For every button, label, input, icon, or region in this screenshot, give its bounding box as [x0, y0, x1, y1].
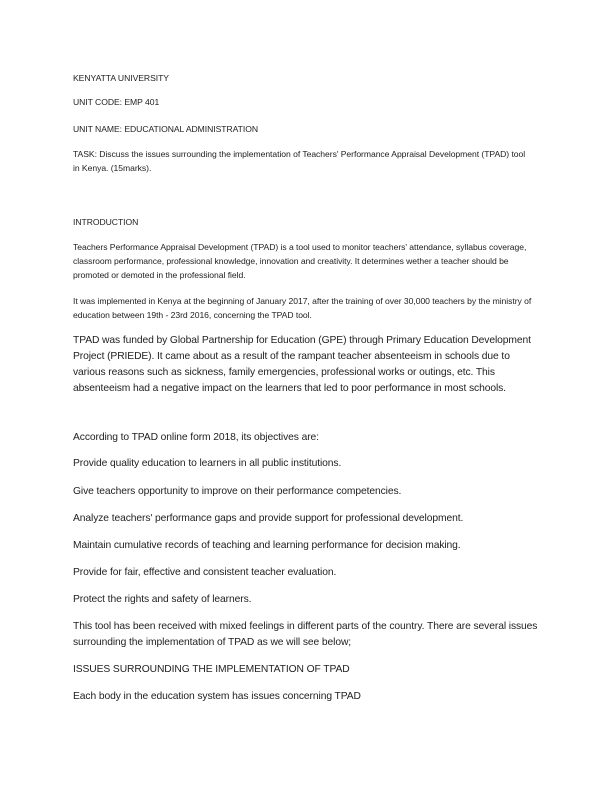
intro-paragraph-2: It was implemented in Kenya at the beginning of January 2017, after the training of over 30,000 teachers by the ministry of education between 19th - 23rd 2016, concerning the TPAD tool. [73, 296, 532, 320]
unit-code: UNIT CODE: EMP 401 [73, 97, 160, 107]
objective-item: Give teachers opportunity to improve on their performance competencies. [73, 486, 402, 497]
issues-heading: ISSUES SURROUNDING THE IMPLEMENTATION OF TPAD [73, 664, 350, 675]
intro-paragraph-3: TPAD was funded by Global Partnership for Education (GPE) through Primary Education Development Project (PRIEDE). It came about as a result of the rampant teacher absenteeism in schools due to various reasons such as sickness, family emergencies, professional works or outings, etc. This absenteeism had a negative impact on the learners that led to poor performance in most schools. [73, 335, 531, 394]
objective-item: Maintain cumulative records of teaching and learning performance for decision making. [73, 540, 461, 551]
objective-item: Analyze teachers' performance gaps and provide support for professional development. [73, 513, 464, 524]
issues-intro: Each body in the education system has issues concerning TPAD [73, 691, 361, 702]
unit-name: UNIT NAME: EDUCATIONAL ADMINISTRATION [73, 124, 258, 134]
closing-paragraph: This tool has been received with mixed feelings in different parts of the country. There are several issues surrounding the implementation of TPAD as we will see below; [73, 621, 538, 648]
introduction-heading: INTRODUCTION [73, 217, 139, 227]
task-statement: TASK: Discuss the issues surrounding the implementation of Teachers' Performance Appraisal Development (TPAD) tool in Kenya. (15marks). [73, 149, 526, 173]
objective-item: Protect the rights and safety of learners. [73, 594, 252, 605]
objective-item: Provide for fair, effective and consistent teacher evaluation. [73, 567, 337, 578]
objectives-intro: According to TPAD online form 2018, its objectives are: [73, 432, 319, 443]
university-name: KENYATTA UNIVERSITY [73, 73, 169, 83]
intro-paragraph-1: Teachers Performance Appraisal Development (TPAD) is a tool used to monitor teachers' attendance, syllabus coverage, classroom performance, professional knowledge, innovation and creativity. It determines wether a teacher should be promoted or demoted in the professional field. [73, 242, 527, 280]
objective-item: Provide quality education to learners in all public institutions. [73, 458, 342, 469]
